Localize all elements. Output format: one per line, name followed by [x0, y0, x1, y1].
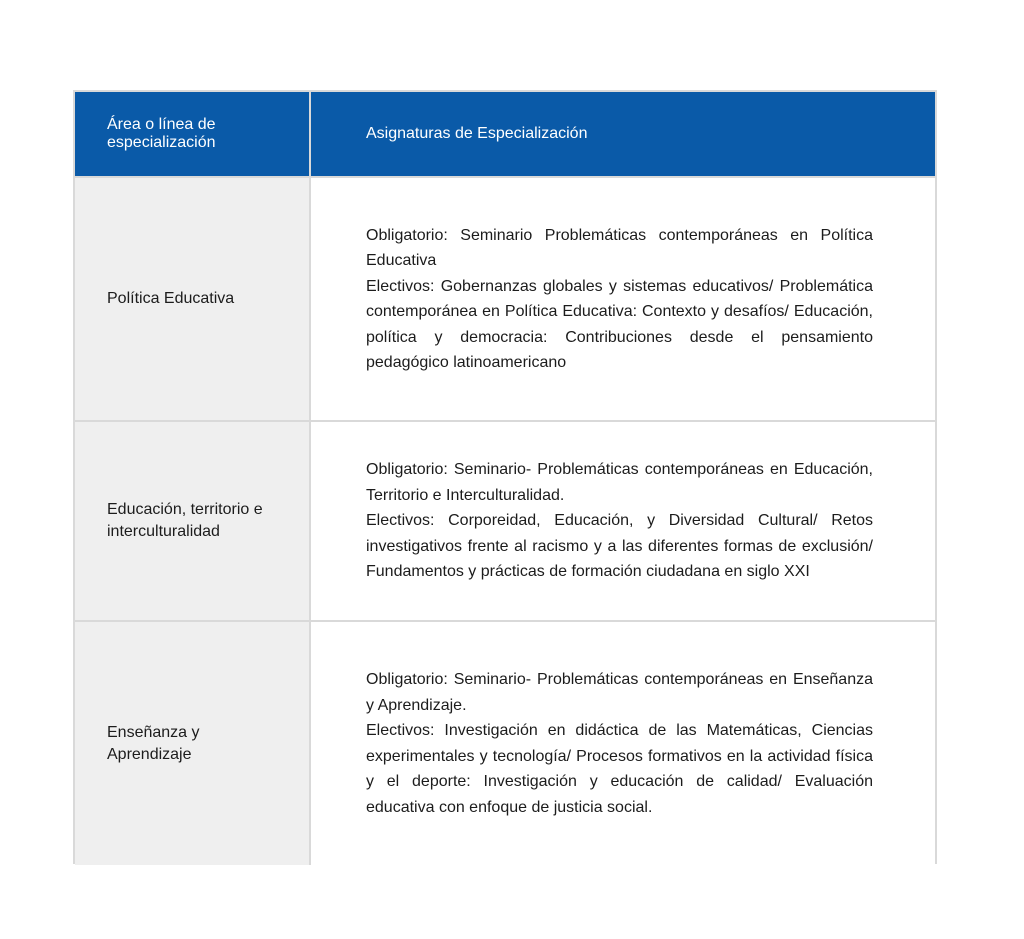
table-row: [75, 421, 935, 621]
header-area: [75, 92, 310, 177]
table-row: [75, 177, 935, 421]
header-subjects: [310, 92, 935, 177]
area-name: Enseñanza y Aprendizaje: [107, 723, 200, 763]
specialization-table: [75, 92, 935, 865]
mandatory-text: Obligatorio: Seminario- Problemáticas contemporáneas en Enseñanza y Aprendizaje.: [366, 671, 873, 714]
mandatory-text: Obligatorio: Seminario- Problemáticas contemporáneas en Educación, Territorio e Interculturalidad.: [366, 461, 873, 504]
area-name: Política Educativa: [107, 290, 235, 307]
subjects-cell: [310, 621, 935, 865]
electives-text: Electivos: Gobernanzas globales y sistemas educativos/ Problemática contemporánea en Política Educativa: Contexto y desafíos/ Educación, política y democracia: Contribuciones desde el pensamiento pedagógico latinoamericano: [366, 277, 873, 371]
header-row: [75, 92, 935, 177]
table-header: [75, 92, 935, 177]
electives-text: Electivos: Investigación en didáctica de las Matemáticas, Ciencias experimentales y tecnología/ Procesos formativos en la actividad física y el deporte: Investigación y educación de calidad/ Evaluación educativa con enfoque de justicia social.: [366, 722, 873, 816]
table-row: [75, 621, 935, 865]
area-name: Educación, territorio e interculturalidad: [107, 501, 263, 540]
electives-text: Electivos: Corporeidad, Educación, y Diversidad Cultural/ Retos investigativos frente al racismo y a las diferentes formas de exclusión/ Fundamentos y prácticas de formación ciudadana en siglo XXI: [366, 512, 873, 581]
header-subjects-label: Asignaturas de Especialización: [366, 125, 588, 142]
subjects-cell: [310, 421, 935, 621]
area-cell: [75, 621, 310, 865]
mandatory-text: Obligatorio: Seminario Problemáticas contemporáneas en Política Educativa: [366, 226, 873, 269]
header-area-label: Área o línea de especialización: [107, 116, 216, 151]
area-cell: [75, 421, 310, 621]
subjects-cell: [310, 177, 935, 421]
area-cell: [75, 177, 310, 421]
specialization-table-container: [73, 90, 937, 864]
table-body: [75, 177, 935, 865]
